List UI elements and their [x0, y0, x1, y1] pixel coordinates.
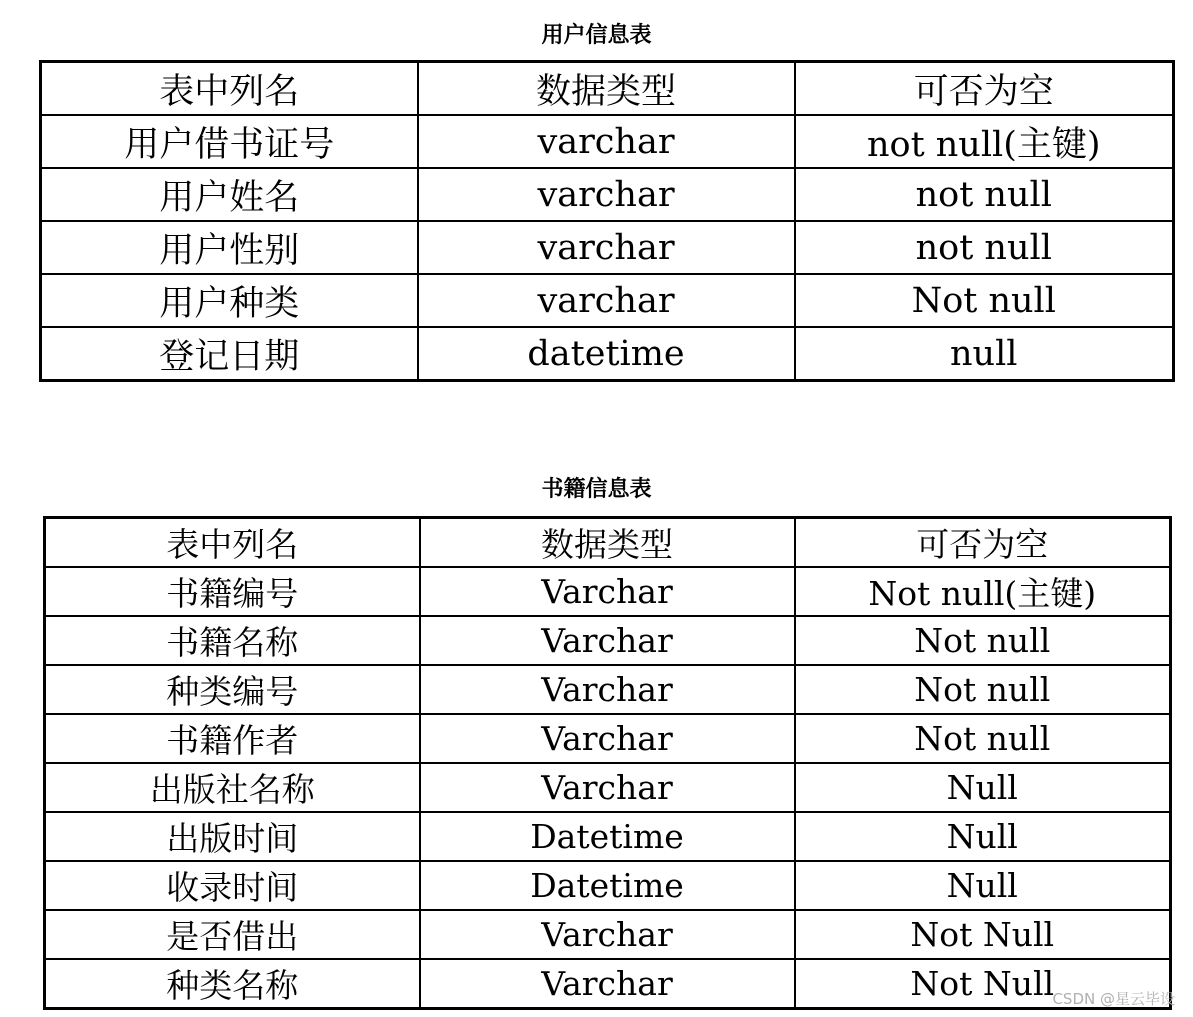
user-table-title: 用户信息表 — [541, 23, 652, 48]
cell-nullable: Not null(主键) — [795, 567, 1171, 616]
header-cell-column-name: 表中列名 — [45, 518, 420, 568]
cell-data-type: varchar — [418, 115, 795, 168]
table-row — [45, 763, 1171, 812]
cell-data-type: Varchar — [420, 616, 795, 665]
header-cell-data-type: 数据类型 — [418, 62, 795, 116]
cell-column-name: 出版社名称 — [45, 763, 420, 812]
cell-nullable: not null — [795, 221, 1174, 274]
table-row — [45, 910, 1171, 959]
cell-column-name: 是否借出 — [45, 910, 420, 959]
table-row — [45, 959, 1171, 1009]
csdn-watermark: CSDN @星云毕设 — [1052, 990, 1175, 1008]
header-cell-data-type: 数据类型 — [420, 518, 795, 568]
table-row — [41, 168, 1174, 221]
cell-nullable: null — [795, 327, 1174, 381]
table-header-row — [41, 62, 1174, 116]
cell-nullable: Not null — [795, 714, 1171, 763]
cell-data-type: Varchar — [420, 567, 795, 616]
cell-data-type: Varchar — [420, 665, 795, 714]
cell-column-name: 用户姓名 — [41, 168, 418, 221]
table-row — [45, 665, 1171, 714]
cell-nullable: Not null — [795, 274, 1174, 327]
cell-column-name: 收录时间 — [45, 861, 420, 910]
cell-nullable: Not null — [795, 616, 1171, 665]
table-row — [45, 616, 1171, 665]
table-row — [41, 327, 1174, 381]
cell-nullable: Null — [795, 763, 1171, 812]
header-cell-nullable: 可否为空 — [795, 518, 1171, 568]
cell-nullable: Not Null — [795, 959, 1171, 1009]
cell-data-type: Datetime — [420, 812, 795, 861]
cell-column-name: 书籍作者 — [45, 714, 420, 763]
cell-column-name: 用户种类 — [41, 274, 418, 327]
cell-data-type: Varchar — [420, 763, 795, 812]
table-row — [41, 274, 1174, 327]
cell-column-name: 出版时间 — [45, 812, 420, 861]
table-row — [45, 861, 1171, 910]
header-cell-nullable: 可否为空 — [795, 62, 1174, 116]
cell-data-type: Varchar — [420, 910, 795, 959]
cell-column-name: 用户借书证号 — [41, 115, 418, 168]
cell-column-name: 书籍编号 — [45, 567, 420, 616]
cell-nullable: Null — [795, 861, 1171, 910]
cell-column-name: 种类名称 — [45, 959, 420, 1009]
cell-data-type: Varchar — [420, 959, 795, 1009]
cell-nullable: Not null — [795, 665, 1171, 714]
cell-data-type: varchar — [418, 221, 795, 274]
table-row — [45, 714, 1171, 763]
cell-data-type: varchar — [418, 168, 795, 221]
table-row — [41, 115, 1174, 168]
cell-nullable: not null — [795, 168, 1174, 221]
book-table-title: 书籍信息表 — [541, 477, 652, 502]
table-row — [41, 221, 1174, 274]
cell-nullable: Null — [795, 812, 1171, 861]
cell-data-type: datetime — [418, 327, 795, 381]
table-row — [45, 567, 1171, 616]
cell-data-type: Varchar — [420, 714, 795, 763]
cell-column-name: 种类编号 — [45, 665, 420, 714]
cell-nullable: not null(主键) — [795, 115, 1174, 168]
header-cell-column-name: 表中列名 — [41, 62, 418, 116]
cell-column-name: 登记日期 — [41, 327, 418, 381]
book-info-table — [43, 516, 1172, 1010]
cell-column-name: 书籍名称 — [45, 616, 420, 665]
table-header-row — [45, 518, 1171, 568]
user-info-table — [39, 60, 1175, 382]
cell-nullable: Not Null — [795, 910, 1171, 959]
cell-column-name: 用户性别 — [41, 221, 418, 274]
cell-data-type: Datetime — [420, 861, 795, 910]
table-row — [45, 812, 1171, 861]
cell-data-type: varchar — [418, 274, 795, 327]
